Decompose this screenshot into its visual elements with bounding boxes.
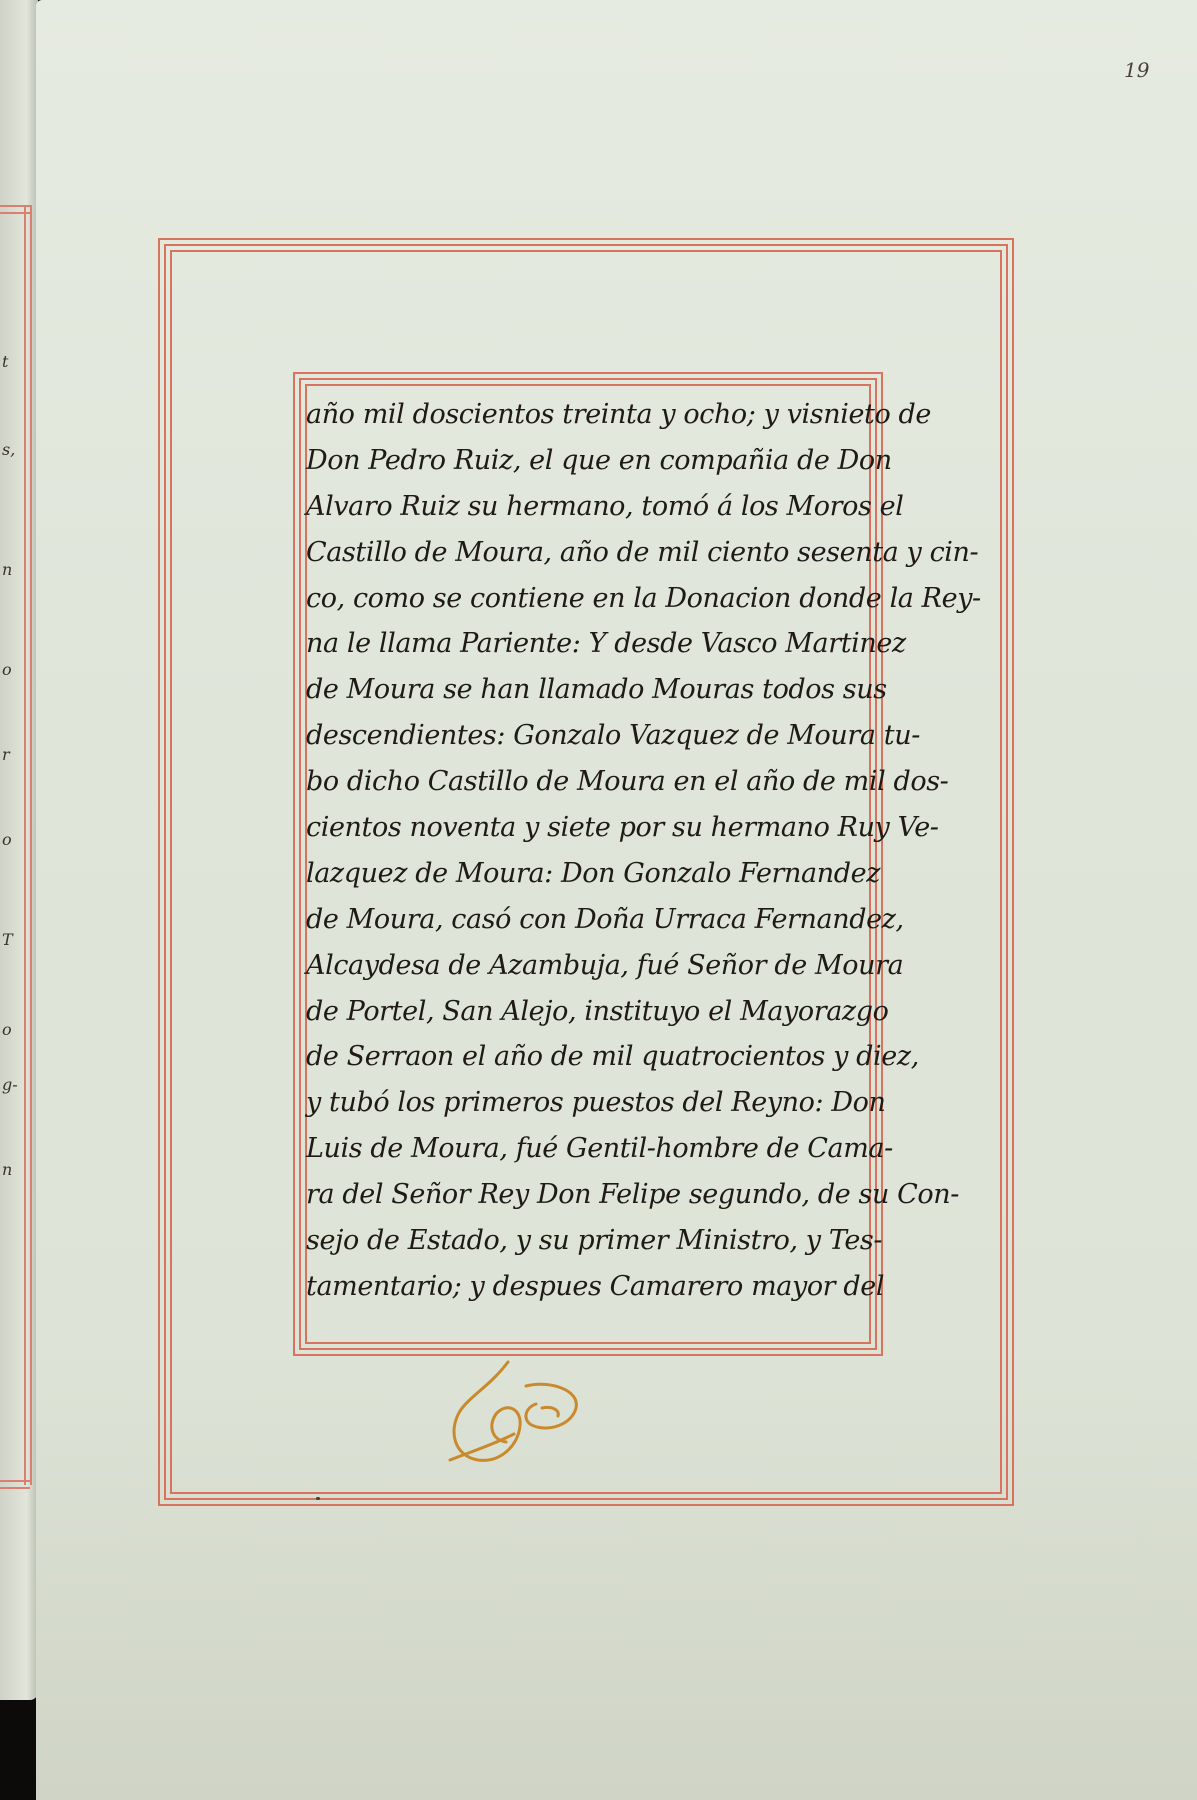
text-line: año mil doscientos treinta y ocho; y visnieto de bbox=[306, 399, 932, 430]
facing-page-fragment: t bbox=[2, 352, 9, 371]
facing-page-fragment: g- bbox=[2, 1075, 18, 1094]
text-line: de Portel, San Alejo, instituyo el Mayorazgo bbox=[306, 995, 889, 1027]
catchword-flourish bbox=[430, 1356, 590, 1476]
ink-speck bbox=[316, 1497, 320, 1500]
text-line: Luis de Moura, fué Gentil-hombre de Cama- bbox=[306, 1133, 893, 1165]
text-line: de Moura se han llamado Mouras todos sus bbox=[306, 674, 887, 706]
facing-page-vrule bbox=[24, 205, 26, 1485]
text-line: Don Pedro Ruiz, el que en compañia de Don bbox=[306, 444, 892, 476]
text-line: cientos noventa y siete por su hermano Ruy Ve- bbox=[306, 812, 939, 844]
facing-page-fragment: s, bbox=[2, 440, 16, 459]
text-line: lazquez de Moura: Don Gonzalo Fernandez bbox=[306, 857, 881, 889]
folio-number: 19 bbox=[1124, 58, 1150, 82]
facing-page-fragment: o bbox=[2, 830, 12, 849]
text-line: tamentario; y despues Camarero mayor del bbox=[306, 1270, 885, 1302]
facing-page-fragment: o bbox=[2, 660, 12, 679]
text-line: co, como se contiene en la Donacion donde la Rey- bbox=[306, 582, 981, 614]
text-line: Castillo de Moura, año de mil ciento sesenta y cin- bbox=[306, 536, 979, 568]
facing-page-edge bbox=[0, 0, 38, 1700]
text-line: na le llama Pariente: Y desde Vasco Martinez bbox=[306, 628, 906, 660]
text-line: de Serraon el año de mil quatrocientos y diez, bbox=[306, 1041, 919, 1073]
facing-page-fragment: r bbox=[2, 745, 10, 764]
text-line: y tubó los primeros puestos del Reyno: Don bbox=[306, 1087, 886, 1119]
text-line: Alcaydesa de Azambuja, fué Señor de Moura bbox=[306, 949, 904, 981]
facing-page-rule bbox=[0, 1487, 30, 1489]
facing-page-fragment: n bbox=[2, 560, 13, 579]
text-block bbox=[306, 392, 981, 1310]
facing-page-fragment: T bbox=[2, 930, 13, 949]
text-line: descendientes: Gonzalo Vazquez de Moura tu- bbox=[306, 720, 920, 752]
text-line: bo dicho Castillo de Moura en el año de mil dos- bbox=[306, 766, 949, 798]
facing-page-vrule bbox=[30, 205, 32, 1485]
text-line: sejo de Estado, y su primer Ministro, y Tes- bbox=[306, 1225, 883, 1257]
text-line: Alvaro Ruiz su hermano, tomó á los Moros el bbox=[306, 490, 904, 522]
text-line: ra del Señor Rey Don Felipe segundo, de su Con- bbox=[306, 1179, 959, 1211]
text-line: de Moura, casó con Doña Urraca Fernandez, bbox=[306, 903, 904, 935]
facing-page-fragment: n bbox=[2, 1160, 13, 1179]
facing-page-fragment: o bbox=[2, 1020, 12, 1039]
